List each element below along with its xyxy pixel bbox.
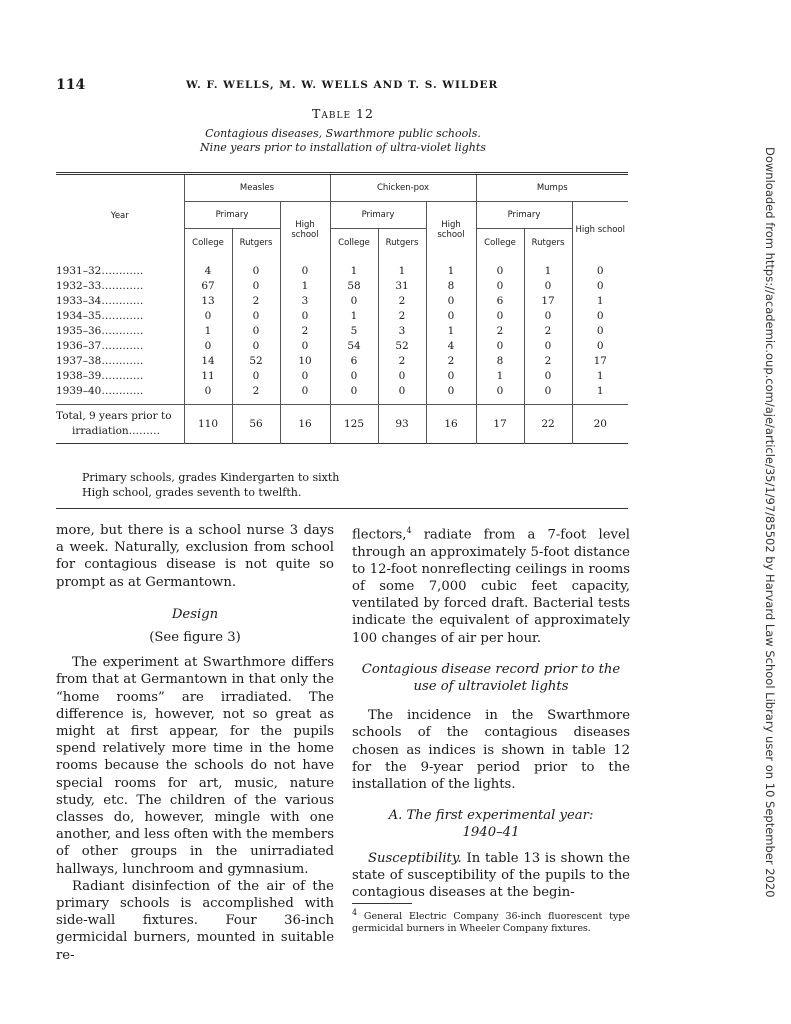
chicken-pox-high-school-header: High school: [426, 202, 476, 258]
year-cell: 1939–40…………: [56, 384, 144, 397]
year-cell: 1931–32…………: [56, 264, 144, 277]
table-cell: 0: [378, 368, 426, 383]
left-paragraph-2: The experiment at Swarthmore differs from that at Germantown in that only the “home rooms” are irradiated. The difference is, however, not so great as might at first appear, for the pupils spend relatively more time in the home rooms because the schools do not have special rooms for art, music, nature study, etc. The children of the various classes do, however, mingle with one another, and less often with the members of other groups in the unirradiated hallways, lunchroom and gymnasium.: [56, 655, 334, 877]
mumps-header: Mumps: [476, 174, 628, 202]
section-heading-first-year: A. The first experimental year:: [388, 808, 594, 824]
table-cell: 0: [572, 323, 628, 338]
table-row: [56, 383, 628, 405]
table-row: [56, 308, 628, 323]
chicken-pox-header: Chicken-pox: [330, 174, 476, 202]
table-cell: 67: [184, 278, 232, 293]
mumps-high-school-header: High school: [572, 202, 628, 258]
measles-primary-header: Primary: [184, 202, 280, 229]
table-cell: 0: [476, 338, 524, 353]
measles-rutgers-header: Rutgers: [232, 229, 280, 258]
table-cell: 2: [524, 353, 572, 368]
year-header: Year: [110, 211, 129, 221]
section-heading-design: Design: [171, 606, 219, 622]
table-cell: 0: [476, 383, 524, 405]
table-cell: 5: [330, 323, 378, 338]
table-cell: 2: [232, 293, 280, 308]
table-cell: 0: [524, 383, 572, 405]
table-cell: 1: [572, 383, 628, 405]
total-cell: 17: [476, 405, 524, 444]
table-cell: 1: [330, 257, 378, 278]
table-cell: 1: [524, 257, 572, 278]
total-cell: 56: [232, 405, 280, 444]
footnote-rule: [352, 903, 412, 904]
measles-high-school-header: High school: [280, 202, 330, 258]
table-cell: 0: [280, 338, 330, 353]
table-cell: 0: [524, 368, 572, 383]
table-cell: 0: [426, 383, 476, 405]
table-cell: 0: [524, 338, 572, 353]
table-cell: 1: [572, 293, 628, 308]
chicken-pox-primary-header: Primary: [330, 202, 426, 229]
table-caption: [56, 106, 630, 155]
year-cell: 1938–39…………: [56, 369, 144, 382]
table-cell: 2: [378, 353, 426, 368]
total-label: Total, 9 years prior to irradiation………: [56, 405, 184, 444]
table-cell: 1: [476, 368, 524, 383]
table-cell: 0: [232, 323, 280, 338]
table-cell: 0: [330, 368, 378, 383]
author-line: W. F. WELLS, M. W. WELLS AND T. S. WILDER: [186, 79, 499, 91]
table-cell: 4: [426, 338, 476, 353]
table-cell: 8: [426, 278, 476, 293]
footnote-reference: 4: [406, 526, 412, 535]
table-cell: 0: [232, 338, 280, 353]
table-cell: 0: [426, 308, 476, 323]
total-cell: 20: [572, 405, 628, 444]
table-cell: 0: [524, 308, 572, 323]
table-title-line-1: Contagious diseases, Swarthmore public schools.: [205, 127, 481, 140]
mumps-primary-header: Primary: [476, 202, 572, 229]
download-watermark: Downloaded from https://academic.oup.com/aje/article/35/1/97/85502 by Harvard Law School Library user on 10 September 2020: [763, 147, 777, 898]
table-cell: 1: [330, 308, 378, 323]
table-note-high-school: High school, grades seventh to twelfth.: [82, 486, 302, 499]
table-note-primary: Primary schools, grades Kindergarten to sixth: [82, 471, 340, 484]
table-cell: 0: [572, 338, 628, 353]
table-row: [56, 293, 628, 308]
contagious-diseases-table: [56, 172, 628, 444]
total-cell: 16: [280, 405, 330, 444]
table-cell: 0: [378, 383, 426, 405]
mumps-college-header: College: [476, 229, 524, 258]
table-cell: 0: [232, 308, 280, 323]
table-cell: 0: [476, 308, 524, 323]
table-cell: 11: [184, 368, 232, 383]
right-paragraph-3: Susceptibility. In table 13 is shown the state of susceptibility of the pupils to the contagious diseases at the begin-: [352, 850, 630, 901]
table-cell: 58: [330, 278, 378, 293]
table-cell: 0: [476, 278, 524, 293]
right-paragraph-2: The incidence in the Swarthmore schools of the contagious diseases chosen as indices is shown in table 12 for the 9-year period prior to the installation of the lights.: [352, 708, 630, 793]
table-cell: 0: [280, 383, 330, 405]
table-row: [56, 257, 628, 278]
table-cell: 14: [184, 353, 232, 368]
measles-college-header: College: [184, 229, 232, 258]
table-row: [56, 278, 628, 293]
table-cell: 0: [426, 293, 476, 308]
table-cell: 1: [280, 278, 330, 293]
table-cell: 1: [426, 323, 476, 338]
left-paragraph-1: more, but there is a school nurse 3 days a week. Naturally, exclusion from school for contagious disease is not quite so prompt as at Germantown.: [56, 523, 334, 590]
table-cell: 2: [476, 323, 524, 338]
total-cell: 110: [184, 405, 232, 444]
section-subheading-figure: (See figure 3): [149, 630, 241, 646]
table-cell: 0: [524, 278, 572, 293]
table-cell: 17: [524, 293, 572, 308]
table-cell: 52: [378, 338, 426, 353]
table-cell: 0: [572, 308, 628, 323]
table-cell: 2: [280, 323, 330, 338]
table-notes: [82, 470, 339, 500]
right-paragraph-1: flectors,$^4$ radiate from a 7-foot level through an approximately 5-foot distance to 12-foot nonreflecting ceilings in rooms of some 7,000 cubic feet capacity, ventilated by forced draft. Bacterial tests indicate the equivalent of approximately 100 changes of air per hour.: [352, 526, 630, 646]
table-number: Table 12: [312, 106, 374, 121]
table-row: [56, 323, 628, 338]
table-cell: 2: [524, 323, 572, 338]
year-cell: 1933–34…………: [56, 294, 144, 307]
table-row: [56, 353, 628, 368]
measles-header: Measles: [184, 174, 330, 202]
table-cell: 0: [330, 293, 378, 308]
table-cell: 6: [330, 353, 378, 368]
section-heading-year-range: 1940–41: [462, 825, 520, 841]
table-cell: 2: [232, 383, 280, 405]
table-cell: 54: [330, 338, 378, 353]
table-title-line-2: Nine years prior to installation of ultra-violet lights: [200, 141, 486, 154]
left-paragraph-3: Radiant disinfection of the air of the primary schools is accomplished with side-wall fixtures. Four 36-inch germicidal burners, mounted in suitable re-: [56, 878, 334, 963]
table-cell: 0: [426, 368, 476, 383]
right-text-column: [352, 522, 630, 935]
table-cell: 1: [426, 257, 476, 278]
table-cell: 0: [232, 368, 280, 383]
year-cell: 1932–33…………: [56, 279, 144, 292]
table-cell: 0: [572, 257, 628, 278]
table-cell: 0: [280, 368, 330, 383]
table-cell: 0: [280, 308, 330, 323]
table-cell: 2: [426, 353, 476, 368]
table-row: [56, 368, 628, 383]
total-cell: 16: [426, 405, 476, 444]
table-cell: 0: [184, 383, 232, 405]
table-cell: 52: [232, 353, 280, 368]
table-cell: 0: [476, 257, 524, 278]
table-cell: 0: [232, 257, 280, 278]
table-cell: 17: [572, 353, 628, 368]
table-cell: 8: [476, 353, 524, 368]
table-cell: 1: [378, 257, 426, 278]
table-total-row: [56, 405, 628, 444]
table-cell: 0: [232, 278, 280, 293]
table-cell: 2: [378, 293, 426, 308]
left-text-column: [56, 522, 334, 964]
mumps-rutgers-header: Rutgers: [524, 229, 572, 258]
year-cell: 1934–35…………: [56, 309, 144, 322]
table-cell: 0: [184, 308, 232, 323]
table-cell: 0: [330, 383, 378, 405]
year-cell: 1936–37…………: [56, 339, 144, 352]
table-cell: 0: [280, 257, 330, 278]
year-cell: 1935–36…………: [56, 324, 144, 337]
table-bottom-rule: [56, 508, 628, 509]
chicken-pox-college-header: College: [330, 229, 378, 258]
year-cell: 1937–38…………: [56, 354, 144, 367]
table-cell: 31: [378, 278, 426, 293]
table-cell: 1: [184, 323, 232, 338]
table-cell: 6: [476, 293, 524, 308]
total-cell: 125: [330, 405, 378, 444]
total-cell: 93: [378, 405, 426, 444]
table-cell: 2: [378, 308, 426, 323]
table-cell: 13: [184, 293, 232, 308]
table-cell: 4: [184, 257, 232, 278]
page-number: 114: [56, 77, 86, 93]
table-row: [56, 338, 628, 353]
table-cell: 10: [280, 353, 330, 368]
table-cell: 1: [572, 368, 628, 383]
table-cell: 3: [280, 293, 330, 308]
chicken-pox-rutgers-header: Rutgers: [378, 229, 426, 258]
section-heading-record: Contagious disease record prior to the use of ultraviolet lights: [361, 661, 621, 695]
table-cell: 3: [378, 323, 426, 338]
total-cell: 22: [524, 405, 572, 444]
table-cell: 0: [184, 338, 232, 353]
footnote: $^4$ General Electric Company 36-inch fluorescent type germicidal burners in Wheeler Company fixtures.: [352, 908, 630, 935]
table-cell: 0: [572, 278, 628, 293]
